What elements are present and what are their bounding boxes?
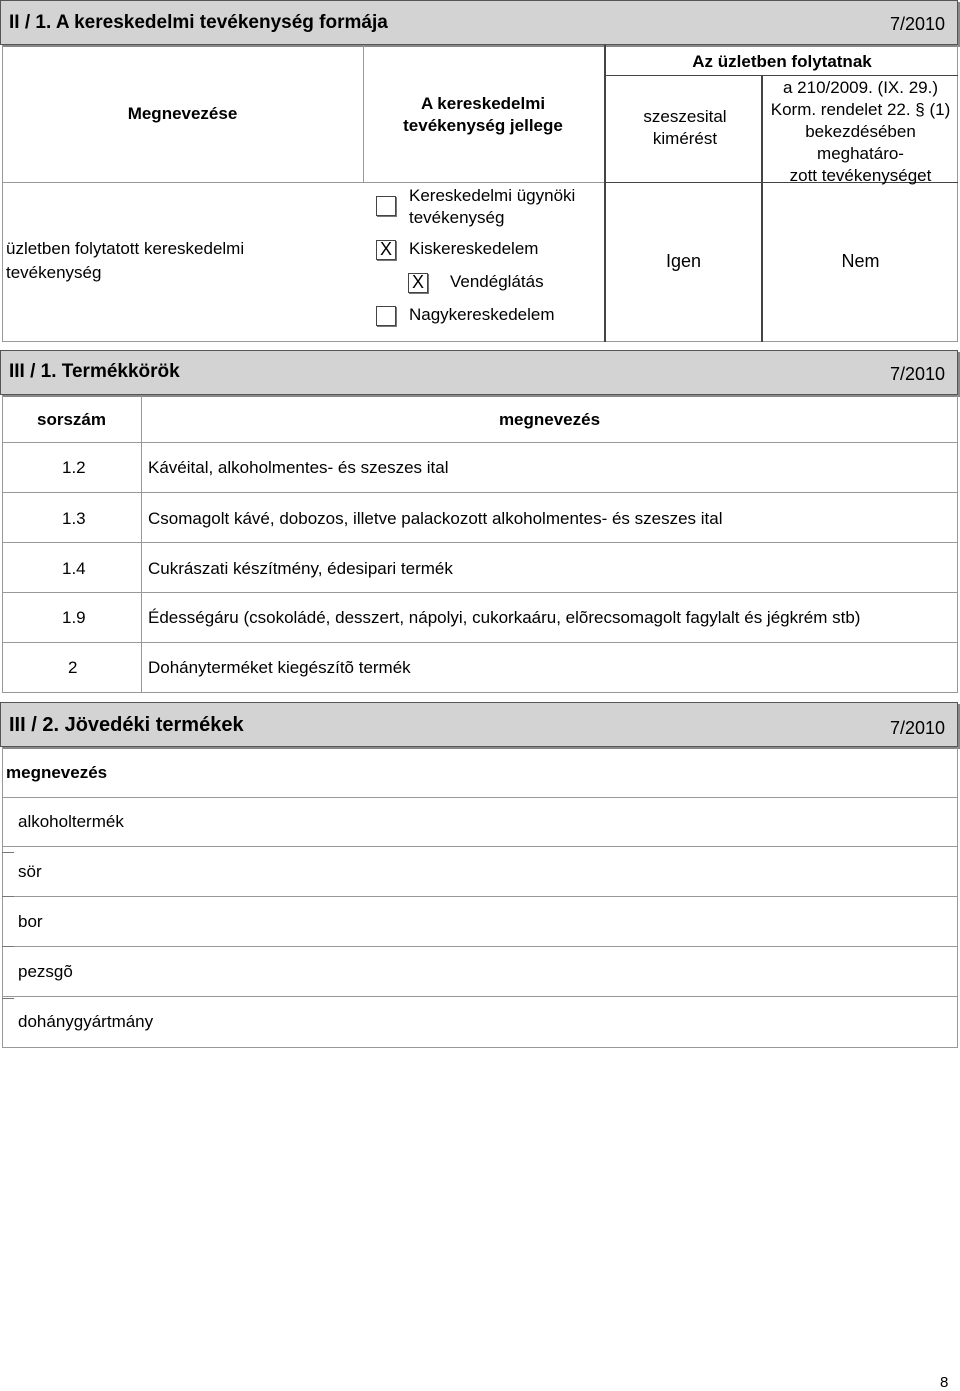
decree-value: Nem [841,251,880,271]
checkbox-retail[interactable] [376,240,396,260]
col-name-header: megnevezés [498,410,601,429]
list-item: alkoholtermék [18,812,124,831]
row-name: Csomagolt kávé, dobozos, illetve palackozott alkoholmentes- és szeszes ital [148,509,723,528]
row-num: 1.2 [62,458,86,477]
row-name: Dohányterméket kiegészítõ termék [148,658,411,677]
col-name-header: megnevezés [6,763,108,782]
col-name-header: Megnevezése [127,104,238,123]
option-label: Nagykereskedelem [409,305,555,324]
page-number: 8 [940,1374,949,1391]
list-item: sör [18,862,42,881]
check-mark-icon: X [411,272,424,292]
section-date: 7/2010 [889,718,945,738]
section-header [0,0,958,45]
list-item: dohánygyártmány [18,1012,154,1031]
row-num: 1.9 [62,608,86,627]
checkbox-wholesale[interactable] [376,306,396,326]
option-label: Vendéglátás [450,272,544,291]
group-header: Az üzletben folytatnak [692,52,872,71]
col-kind-header: A kereskedelmi tevékenység jellege [403,94,563,135]
section-date: 7/2010 [889,364,945,384]
row-num: 2 [68,658,78,677]
row-name: Kávéital, alkoholmentes- és szeszes ital [148,458,449,477]
checkbox-catering[interactable] [408,273,428,293]
row-name: Édességáru (csokoládé, desszert, nápolyi, cukorkaáru, elõrecsomagolt fagylalt és jégkrém stb) [148,608,861,627]
section-title: III / 2. Jövedéki termékek [9,714,244,736]
section-header [0,702,958,747]
alcohol-value: Igen [665,251,702,271]
col-alcohol-header: szeszesital kimérést [643,107,727,148]
check-mark-icon: X [379,239,392,259]
col-num-header: sorszám [37,410,106,429]
row-num: 1.4 [62,559,86,578]
section-title: III / 1. Termékkörök [9,361,180,382]
list-item: pezsgõ [18,962,73,981]
list-item: bor [18,912,43,931]
option-label: Kiskereskedelem [409,239,539,258]
section-header [0,350,958,395]
col-decree-header: a 210/2009. (IX. 29.) Korm. rendelet 22. § (1) bekezdésében meghatáro- zott tevékenységet [770,78,951,185]
row-name: üzletben folytatott kereskedelmi tevékenység [6,239,245,282]
option-label: Kereskedelmi ügynöki tevékenység [409,186,576,227]
row-name: Cukrászati készítmény, édesipari termék [148,559,453,578]
section-title: II / 1. A kereskedelmi tevékenység formája [9,12,388,33]
section-date: 7/2010 [889,14,945,34]
checkbox-agent[interactable] [376,196,396,216]
row-num: 1.3 [62,509,86,528]
